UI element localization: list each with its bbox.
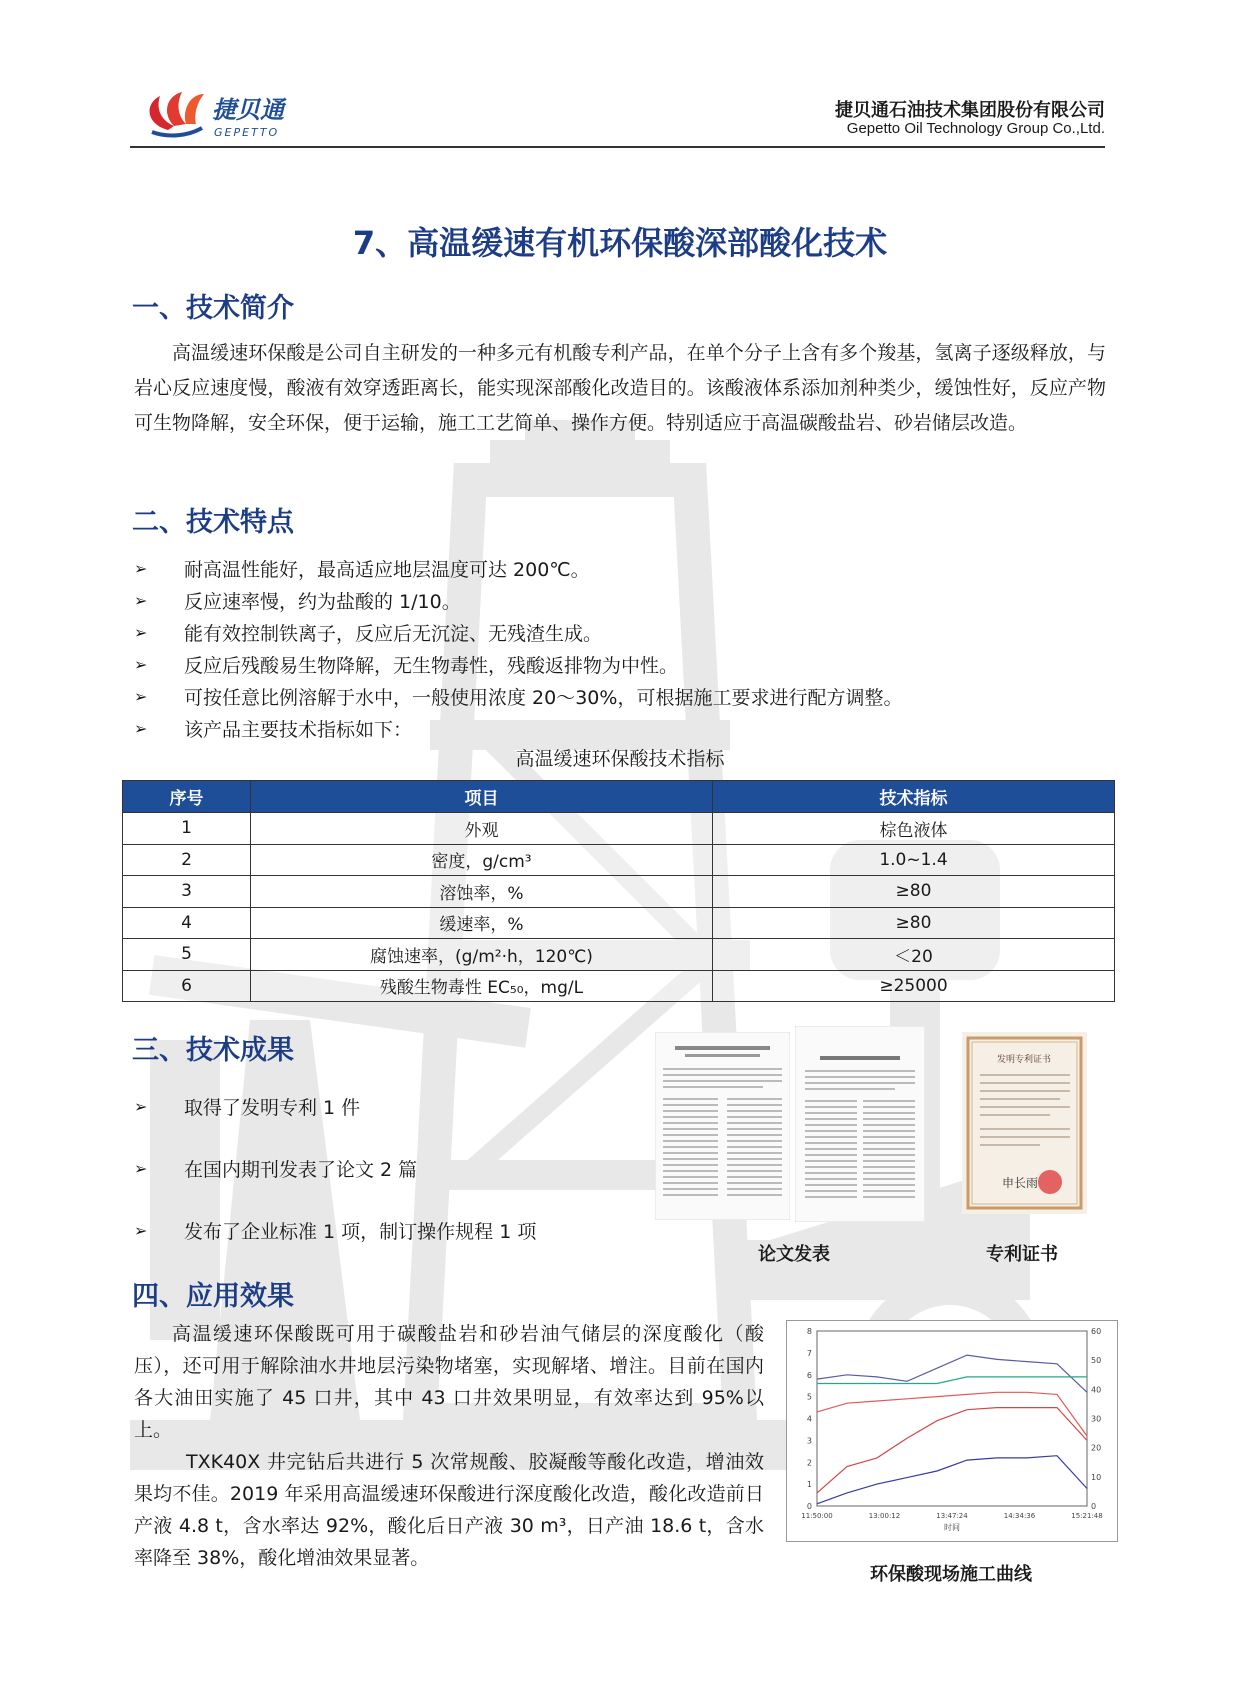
table-header-cell: 技术指标	[713, 781, 1115, 813]
y-tick-label-right: 50	[1091, 1356, 1102, 1366]
y-tick-label-right: 0	[1091, 1502, 1097, 1511]
arrow-bullet-icon: ➢	[134, 590, 148, 610]
page-header	[130, 80, 1105, 148]
arrow-bullet-icon: ➢	[134, 622, 148, 642]
series-line	[817, 1355, 1087, 1392]
arrow-bullet-icon: ➢	[134, 1158, 148, 1178]
paper-thumbnail-1	[655, 1032, 790, 1220]
paper-thumbnail-2	[795, 1026, 925, 1222]
table-row: 2 密度，g/cm³ 1.0~1.4	[123, 844, 1115, 876]
series-line	[817, 1392, 1087, 1436]
table-header-cell: 项目	[251, 781, 713, 813]
company-name-en: Gepetto Oil Technology Group Co.,Ltd.	[846, 120, 1105, 137]
company-logo	[138, 86, 318, 142]
list-item: ➢ 在国内期刊发表了论文 2 篇	[134, 1158, 418, 1181]
list-item: ➢ 该产品主要技术指标如下：	[134, 718, 413, 741]
list-item: ➢ 可按任意比例溶解于水中，一般使用浓度 20～30%，可根据施工要求进行配方调整。	[134, 686, 903, 709]
caption-papers: 论文发表	[758, 1244, 830, 1265]
application-paragraph-1: 高温缓速环保酸既可用于碳酸盐岩和砂岩油气储层的深度酸化（酸压），还可用于解除油水井地层污染物堵塞，实现解堵、增注。目前在国内各大油田实施了 45 口井，其中 43 口井效果明显，有效率达到 95%以上。	[134, 1323, 764, 1441]
table-row: 1 外观 棕色液体	[123, 813, 1115, 845]
list-item: ➢ 反应后残酸易生物降解，无生物毒性，残酸返排物为中性。	[134, 654, 679, 677]
y-tick-label-left: 7	[806, 1348, 812, 1358]
x-axis-label: 时间	[944, 1523, 960, 1532]
y-tick-label-left: 1	[806, 1480, 812, 1490]
results-list	[134, 1090, 536, 1246]
y-tick-label-right: 10	[1091, 1472, 1102, 1482]
y-tick-label-left: 6	[806, 1370, 812, 1380]
caption-chart: 环保酸现场施工曲线	[870, 1564, 1032, 1585]
application-paragraph-2: TXK40X 井完钻后共进行 5 次常规酸、胶凝酸等酸化改造，增油效果均不佳。2019 年采用高温缓速环保酸进行深度酸化改造，酸化改造前日产液 4.8 t，含水率达 92%，酸化后日产液 30 m³，日产油 18.6 t，含水率降至 38%，酸化增油效果显著。	[134, 1451, 764, 1569]
section-heading-application: 四、应用效果	[132, 1281, 294, 1312]
x-tick-label: 15:21:48	[1071, 1512, 1103, 1520]
y-tick-label-left: 0	[806, 1502, 812, 1511]
y-tick-label-left: 5	[806, 1392, 812, 1402]
table-row: 4 缓速率，% ≥80	[123, 907, 1115, 939]
series-line	[817, 1377, 1087, 1384]
series-line	[817, 1408, 1087, 1493]
y-tick-label-left: 4	[806, 1414, 812, 1424]
table-caption: 高温缓速环保酸技术指标	[515, 748, 725, 770]
svg-text:捷贝通: 捷贝通	[212, 96, 284, 124]
y-tick-label-right: 30	[1091, 1414, 1102, 1424]
table-row: 6 残酸生物毒性 EC₅₀，mg/L ≥25000	[123, 970, 1115, 1002]
list-item: ➢ 反应速率慢，约为盐酸的 1/10。	[134, 590, 461, 613]
table-header-row	[123, 781, 1115, 813]
svg-text:GEPETTO: GEPETTO	[214, 126, 280, 139]
y-tick-label-right: 40	[1091, 1385, 1102, 1395]
intro-paragraph: 高温缓速环保酸是公司自主研发的一种多元有机酸专利产品，在单个分子上含有多个羧基，氢离子逐级释放，与岩心反应速度慢，酸液有效穿透距离长，能实现深部酸化改造目的。该酸液体系添加剂种类少，缓蚀性好，反应产物可生物降解，安全环保，便于运输，施工工艺简单、操作方便。特别适应于高温碳酸盐岩、砂岩储层改造。	[134, 342, 1106, 434]
arrow-bullet-icon: ➢	[134, 686, 148, 706]
x-tick-label: 13:00:12	[868, 1512, 901, 1520]
plot-frame	[817, 1331, 1087, 1506]
patent-certificate-image	[962, 1032, 1087, 1214]
caption-patent: 专利证书	[986, 1244, 1058, 1265]
document-title: 7、高温缓速有机环保酸深部酸化技术	[352, 224, 888, 262]
arrow-bullet-icon: ➢	[134, 1096, 148, 1116]
arrow-bullet-icon: ➢	[134, 558, 148, 578]
table-row: 5 腐蚀速率，(g/m²·h，120℃) ＜20	[123, 939, 1115, 971]
list-item: ➢ 能有效控制铁离子，反应后无沉淀、无残渣生成。	[134, 622, 603, 645]
section-heading-intro: 一、技术简介	[132, 293, 294, 324]
y-tick-label-right: 60	[1091, 1327, 1102, 1336]
arrow-bullet-icon: ➢	[134, 1220, 148, 1240]
chart-plot	[787, 1321, 1117, 1541]
section-heading-features: 二、技术特点	[132, 507, 294, 538]
x-tick-label: 14:34:36	[1003, 1512, 1036, 1520]
company-name-cn: 捷贝通石油技术集团股份有限公司	[835, 100, 1105, 121]
series-line	[817, 1456, 1087, 1504]
list-item: ➢ 耐高温性能好，最高适应地层温度可达 200℃。	[134, 558, 590, 581]
y-tick-label-left: 2	[806, 1458, 812, 1468]
table-row: 3 溶蚀率，% ≥80	[123, 876, 1115, 908]
features-list	[134, 552, 902, 744]
svg-text:申长雨: 申长雨	[1002, 1176, 1039, 1190]
x-tick-label: 11:50:00	[801, 1512, 833, 1520]
y-tick-label-right: 20	[1091, 1443, 1102, 1453]
arrow-bullet-icon: ➢	[134, 654, 148, 674]
x-tick-label: 13:47:24	[936, 1512, 968, 1520]
y-tick-label-left: 8	[806, 1327, 812, 1336]
patent-cert-title: 发明专利证书	[996, 1055, 1052, 1065]
y-tick-label-left: 3	[806, 1436, 812, 1446]
arrow-bullet-icon: ➢	[134, 718, 148, 738]
spec-table	[122, 780, 1115, 1002]
section-heading-results: 三、技术成果	[132, 1035, 294, 1066]
list-item: ➢ 取得了发明专利 1 件	[134, 1096, 361, 1119]
table-header-cell: 序号	[123, 781, 251, 813]
list-item: ➢ 发布了企业标准 1 项，制订操作规程 1 项	[134, 1220, 537, 1243]
construction-curve-chart	[786, 1320, 1118, 1542]
